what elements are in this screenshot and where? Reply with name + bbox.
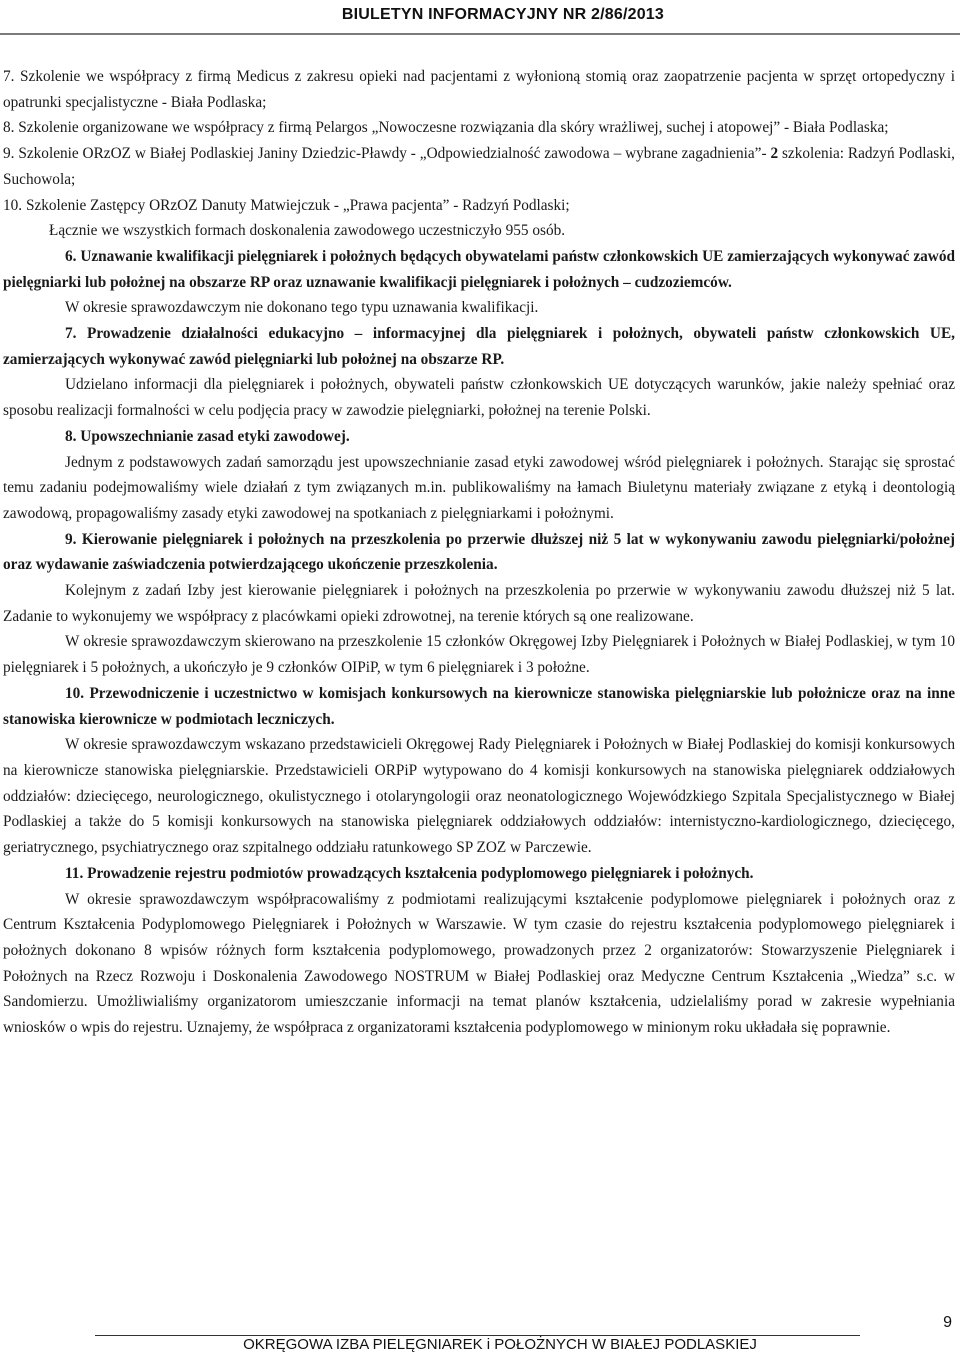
section-11-heading: 11. Prowadzenie rejestru podmiotów prowadzących kształcenia podyplomowego pielęgniarek i położnych. (65, 864, 754, 882)
list-item-10: 10. Szkolenie Zastępcy ORzOZ Danuty Matwiejczuk - „Prawa pacjenta” - Radzyń Podlaski; (3, 196, 570, 214)
bulletin-title: BIULETYN INFORMACYJNY NR 2/86/2013 (341, 6, 664, 23)
section-6-text: W okresie sprawozdawczym nie dokonano tego typu uznawania kwalifikacji. (65, 299, 539, 317)
page-number: 9 (943, 1314, 952, 1331)
list-item-9 (3, 141, 955, 192)
header-divider (0, 33, 960, 35)
section-11-text: W okresie sprawozdawczym współpracowaliśmy z podmiotami realizującymi kształcenie podyplomowe pielęgniarek i położnych oraz z Centrum Kształcenia Podyplomowego Pielęgniarek i Położnych w Warszawie. W tym czasie do rejestru kształcenia podyplomowego pielęgniarek i położnych dokonano 8 wpisów różnych form kształcenia podyplomowego, prowadzonych przez 2 organizatorów: Stowarzyszenie Pielęgniarek i Położnych na Rzecz Rozwoju i Doskonalenia Zawodowego NOSTRUM w Białej Podlaskiej oraz Medyczne Centrum Kształcenia „Wiedza” s.c. w Sandomierzu. Umożliwialiśmy organizatorom umieszczanie informacji na temat planów kształcenia, udzielaliśmy porad w zakresie wypełniania wniosków o wpis do rejestru. Uznajemy, że współpraca z organizatorami kształcenia podyplomowego w minionym roku układała się poprawnie. (3, 890, 955, 1037)
list-item-9-text-a: 9. Szkolenie ORzOZ w Białej Podlaskiej Janiny Dziedzic-Pławdy - „Odpowiedzialność zawodowa – wybrane zagadnienia”- (3, 145, 771, 163)
section-8-text: Jednym z podstawowych zadań samorządu jest upowszechnianie zasad etyki zawodowej wśród pielęgniarek i położnych. Starając się sprostać temu zadaniu podejmowaliśmy wiele działań z tym związanych m.in. publikowaliśmy na łamach Biuletynu materiały związane z etyką i deontologią zawodową, propagowaliśmy zasady etyki zawodowej na spotkaniach z pielęgniarkami i położnymi. (3, 453, 955, 522)
section-9-heading: 9. Kierowanie pielęgniarek i położnych na przeszkolenia po przerwie dłuższej niż 5 lat w wykonywaniu zawodu pielęgniarki/położnej oraz wydawanie zaświadczenia potwierdzającego ukończenie przeszkolenia. (3, 530, 955, 574)
list-item-8: 8. Szkolenie organizowane we współpracy z firmą Pelargos „Nowoczesne rozwiązania dla skóry wrażliwej, suchej i atopowej” - Biała Podlaska; (3, 119, 889, 137)
list-item-7: 7. Szkolenie we współpracy z firmą Medicus z zakresu opieki nad pacjentami z wyłonioną stomią oraz zaopatrzenie pacjenta w sprzęt ortopedyczny i opatrunki specjalistyczne - Biała Podlaska; (3, 68, 955, 111)
document-body (3, 64, 955, 1041)
section-10-text: W okresie sprawozdawczym wskazano przedstawicieli Okręgowej Rady Pielęgniarek i Położnych w Białej Podlaskiej do komisji konkursowych na kierownicze stanowiska pielęgniarskie. Przedstawicieli ORPiP wytypowano do 4 komisji konkursowych na stanowiska pielęgniarek oddziałowych oddziałów: dziecięcego, neurologicznego, okulistycznego i otolaryngologii oraz neonatologicznego Wojewódzkiego Szpitala Specjalistycznego w Białej Podlaskiej a także do 5 komisji konkursowych na stanowiska pielęgniarek oddziałowych oddziałów: internistyczno-kardiologicznego, dziecięcego, geriatrycznego, psychiatrycznego oraz szpitalnego oddziału ratunkowego SP ZOZ w Parczewie. (3, 736, 955, 857)
section-9-text-1: Kolejnym z zadań Izby jest kierowanie pielęgniarek i położnych na przeszkolenia po przerwie w wykonywaniu zawodu dłuższej niż 5 lat. Zadanie to wykonujemy we współpracy z placówkami opieki zdrowotnej, na terenie których są one realizowane. (3, 582, 955, 625)
section-10-heading: 10. Przewodniczenie i uczestnictwo w komisjach konkursowych na kierownicze stanowiska pielęgniarskie lub położnicze oraz na inne stanowiska kierownicze w podmiotach leczniczych. (3, 684, 955, 728)
section-7-text: Udzielano informacji dla pielęgniarek i położnych, obywateli państw członkowskich UE dotyczących warunków, jakie należy spełniać oraz sposobu realizacji formalności w celu podjęcia pracy w zawodzie pielęgniarki, położnej na terenie Polski. (3, 376, 955, 420)
training-total: Łącznie we wszystkich formach doskonalenia zawodowego uczestniczyło 955 osób. (49, 222, 566, 240)
list-item-9-text-c: szkolenia: Radzyń Podlaski, Suchowola; (3, 145, 955, 188)
section-9-text-2: W okresie sprawozdawczym skierowano na przeszkolenie 15 członków Okręgowej Izby Pielęgniarek i Położnych w Białej Podlaskiej, w tym 10 pielęgniarek i 5 położnych, a ukończyło je 9 członków OIPiP, w tym 6 pielęgniarek i 3 położne. (3, 633, 955, 677)
page-header (0, 0, 960, 32)
footer-text: OKRĘGOWA IZBA PIELĘGNIAREK i POŁOŻNYCH W BIAŁEJ PODLASKIEJ (243, 1336, 757, 1353)
section-7-heading: 7. Prowadzenie działalności edukacyjno – informacyjnej dla pielęgniarek i położnych, obywateli państw członkowskich UE, zamierzających wykonywać zawód pielęgniarki lub położnej na obszarze RP. (3, 325, 955, 368)
list-item-9-count: 2 (770, 145, 779, 163)
section-6-heading: 6. Uznawanie kwalifikacji pielęgniarek i położnych będących obywatelami państw członkowskich UE zamierzających wykonywać zawód pielęgniarki lub położnej na obszarze RP oraz uznawanie kwalifikacji pielęgniarek i położnych – cudzoziemców. (3, 247, 955, 291)
section-8-heading: 8. Upowszechnianie zasad etyki zawodowej. (65, 427, 350, 445)
